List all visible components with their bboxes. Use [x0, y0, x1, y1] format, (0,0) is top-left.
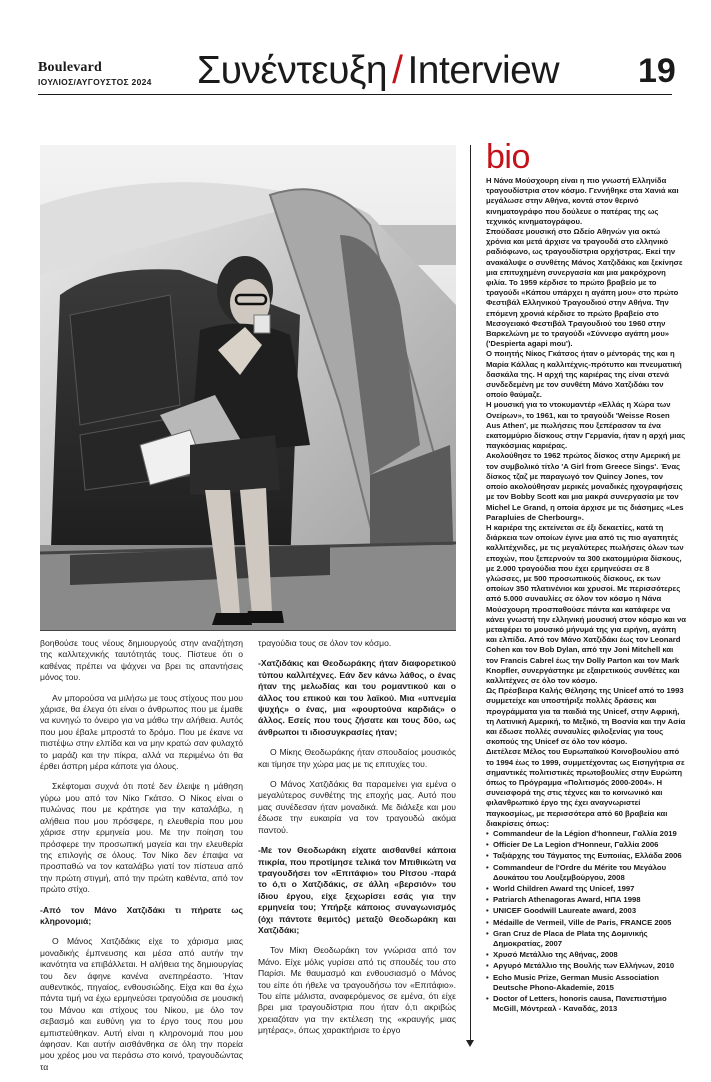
bio-paragraph: Διετέλεσε Μέλος του Ευρωπαϊκού Κοινοβουλίου από το 1994 έως το 1999, συμμετέχοντας ως Εισηγήτρια σε σημαντικές πολιτιστικές πρωτοβουλίες στην Ευρώπη όπως το Πρόγραμμα «Πολιτισμός 2000-2004». Η συνεισφορά της στις τέχνες και το κοινωνικό και φιλανθρωπικό έργο της έχει αναγνωριστεί παγκοσμίως, με περισσότερα από 60 βραβεία και διακρίσεις όπως:: [486, 747, 685, 828]
article-paragraph: Αν μπορούσα να μιλήσω με τους στίχους που μου χάρισε, θα έλεγα ότι είναι ο άνθρωπος που με έμαθε να κυνηγώ το όνειρο για να μάθω την αλήθεια. Αυτός που μου έβαλε μπροστά το δρόμο. Που με έκανε να πιστέψω στην ελπίδα και να μην κρατώ σαν φυλαχτό το μαράζι και την πίκρα, αλλά να περιμένω ότι θα έρθει άσπρη μέρα κάποτε για όλους.: [40, 692, 243, 772]
award-item: • World Children Award της Unicef, 1997: [486, 884, 686, 894]
article-paragraph: Ο Μίκης Θεοδωράκης ήταν σπουδαίος μουσικός και τίμησε την χώρα μας με τις επιτυχίες του.: [258, 747, 456, 769]
award-item: • Médaille de Vermeil, Ville de Paris, FRANCE 2005: [486, 918, 686, 928]
award-item: • Commandeur de l'Ordre du Mérite του Μεγάλου Δουκάτου του Λουξεμβούργου, 2008: [486, 863, 686, 883]
article-paragraph: Ο Μάνος Χατζιδάκις θα παραμείνει για εμένα ο μεγαλύτερος συνθέτης της εποχής μας. Αυτό που μας συνέδεσαν ήταν μοναδικά. Με διάλεξε και μου έδωσε την ευκαιρία να τον τραγουδώ ακόμα παντού.: [258, 779, 456, 835]
award-item: • Officier De La Legion d'Honneur, Γαλλία 2006: [486, 840, 686, 850]
interview-question: -Με τον Θεοδωράκη είχατε αισθανθεί κάποια πικρία, που προτίμησε τελικά τον Μπιθικώτη να τραγουδήσει τον «Επιτάφιο» του Ρίτσου -παρά το ό,τι ο Χατζιδάκις, σε άλλη «βερσιόν» του ίδιου έργου, είχε ξεχωρίσει εσάς για την ερμηνεία του; Υπήρξε κάποιος συναγωνισμός (όχι πάντοτε θεμιτός) μεταξύ Θεοδωράκη και Χατζιδάκι;: [258, 845, 456, 935]
bio-paragraph: Η Νάνα Μούσχουρη είναι η πιο γνωστή Ελληνίδα τραγουδίστρια στον κόσμο. Γεννήθηκε στα Χανιά και μεγάλωσε στην Αθήνα, κοντά στον θερινό κινηματογράφο που δούλευε ο πατέρας της ως τεχνικός κινηματογράφου.: [486, 176, 679, 226]
bio-paragraph: Η καριέρα της εκτείνεται σε έξι δεκαετίες, κατά τη διάρκεια των οποίων έγινε μια από τις πιο αγαπητές καλλιτέχνιδες, με τις μεγαλύτερες πωλήσεις όλων των εποχών, που ξεπερνούν τα 300 εκατομμύρια δίσκους, με 2.000 τραγούδια που έχει ερμηνεύσει σε 8 γλώσσες, με 500 προσωπικούς δίσκους, εκ των οποίων 350 πλατινένιοι και χρυσοί. Με περισσότερες από 5.000 συναυλίες σε όλον τον κόσμο η Νάνα Μούσχουρη προσπαθούσε πάντα και κατάφερε να κάνει γνωστή την ελληνική μουσική στον κόσμο και να μεταφέρει το μουσικό μήνυμά της για ειρήνη, αγάπη και ελπίδα. Από τον Μάνο Χατζιδάκι έως τον Leonard Cohen και τον Bob Dylan, από την Joni Mitchell και τον Francis Cabrel έως την Dolly Parton και τον Mark Knopfler, συνεργάστηκε με εξαιρετικούς συνθέτες και καλλιτέχνες σε όλο τον κόσμο.: [486, 522, 687, 685]
award-item: • Doctor of Letters, honoris causa, Πανεπιστήμιο McGill, Μόντρεαλ - Καναδάς, 2013: [486, 994, 686, 1014]
article-paragraph: τραγούδια τους σε όλον τον κόσμο.: [258, 638, 392, 648]
award-item: • Gran Cruz de Placa de Plata της Δομινικής Δημοκρατίας, 2007: [486, 929, 686, 949]
award-item: • Ταξιάρχης του Τάγματος της Ευποιίας, Ελλάδα 2006: [486, 851, 686, 861]
article-paragraph: βοηθούσε τους νέους δημιουργούς στην αναζήτηση της καλλιτεχνικής ταυτότητάς τους. Πίστευε ότι ο καθένας πρέπει να ψάχνει να βρει τις απαντήσεις μόνος του.: [40, 638, 243, 683]
award-item: • Χρυσό Μετάλλιο της Αθήνας, 2008: [486, 950, 686, 960]
bio-paragraph: Ως Πρέσβειρα Καλής Θέλησης της Unicef από το 1993 συμμετείχε και υποστήριξε πολλές δράσεις και προγράμματα για τα παιδιά της Unicef, στην Αφρική, τη Λατινική Αμερική, το Μεξικό, τη Βοσνία και την Ασία και έδωσε πολλές συναυλίες φιλοξενίας για τους σκοπούς της Unicef σε όλο τον κόσμο.: [486, 686, 686, 747]
bio-paragraph: Η μουσική για το ντοκυμαντέρ «Ελλάς η Χώρα των Ονείρων», το 1961, και το τραγούδι 'Weisse Rosen Aus Athen', με πωλήσεις που ξεπέρασαν τα ένα εκατομμύριο δίσκους στην Γερμανία, ήταν η αρχή μιας παγκόσμιας καριέρας.: [486, 400, 686, 451]
section-title-english: Interview: [407, 49, 560, 92]
award-item: • Commandeur de la Légion d'honneur, Γαλλία 2019: [486, 829, 686, 839]
page-number: 19: [638, 52, 676, 90]
awards-list: [486, 829, 686, 1014]
award-item: • Patriarch Athenagoras Award, ΗΠΑ 1998: [486, 895, 686, 905]
article-paragraph: Σκέφτομαι συχνά ότι ποτέ δεν έλειψε η μάθηση γύρω μου από τον Νίκο Γκάτσο. Ο Νίκος είναι ο πυλώνας που με κράτησε για την καταλάβω, η αλήθεια που μου πρόσφερε, η ελευθερία που μου χάρισε στην ερμηνεία μου. Με την ποίηση του πρόσφερε την προσωπική μαγεία και την ελευθερία της επιλογής σε όλους. Τον Νίκο δεν έπαψα να προσπαθώ να τον καταλάβω γιατί τον πίστευα από την πρώτη στιγμή, από την πρώτη καθέντα, από τον πρώτο στίχο.: [40, 781, 243, 895]
bio-column: [486, 176, 686, 1015]
section-title-greek: Συνέντευξη: [197, 49, 388, 92]
issue-date: ΙΟΥΛΙΟΣ/ΑΥΓΟΥΣΤΟΣ 2024: [38, 77, 152, 87]
section-title-slash: /: [392, 49, 403, 92]
header-rule: [38, 94, 672, 95]
award-item: • UNICEF Goodwill Laureate award, 2003: [486, 906, 686, 916]
article-paragraph: Τον Μίκη Θεοδωράκη τον γνώρισα από τον Μάνο. Είχε μόλις γυρίσει από τις σπουδές του στο Παρίσι. Με θαυμασμό και ενθουσιασμό ο Μάνος του είπε ότι ήθελε να τραγουδήσω τον «Επιτάφιο». Του είπε μάλιστα, αναφερόμενος σε εμένα, ότι είχε βρει μια τραγουδίστρια που ήταν ό,τι ακριβώς χρειαζόταν για την εκτέλεση της «κραυγής μιας μητέρας», όπως χαρακτήρισε το έργο: [258, 945, 456, 1036]
bio-paragraphs: [486, 176, 686, 829]
interview-question: -Από τον Μάνο Χατζιδάκι τι πήρατε ως κληρονομιά;: [40, 904, 243, 926]
magazine-brand: Boulevard: [38, 60, 103, 75]
article-column-middle: [258, 638, 456, 1046]
interview-photo: [40, 145, 456, 631]
continue-arrow-icon: [466, 1040, 474, 1047]
article-paragraph: Ο Μάνος Χατζιδάκις είχε το χάρισμα μιας μοναδικής έμπνευσης και μέσα από αυτήν την ικανότητα να επιβάλλεται. Η αλήθεια της δημιουργίας του δεν άφηνε κανένα ανεπηρέαστο. Ήταν αυθεντικός, πηγαίος, ενθουσιώδης. Είχα και θα έχω πάντα τιμή να έχω ερμηνεύσει τραγούδια σε μουσική του Μάνου και στίχους του Νίκου, με όλο τον σεβασμό και ευθύνη για το έργο τους που μου εμπιστεύθηκαν. Αυτή είναι η κληρονομιά που μου άφησαν. Και αυτήν αισθάνθηκα σε όλη την πορεία μου χρέος μου να περάσω στο κοινό, τραγουδώντας τα: [40, 936, 243, 1072]
section-title: [197, 49, 559, 93]
award-item: • Αργυρό Μετάλλιο της Βουλής των Ελλήνων, 2010: [486, 961, 686, 971]
bio-title: bio: [486, 138, 530, 176]
bio-paragraph: Σπούδασε μουσική στο Ωδείο Αθηνών για οκτώ χρόνια και μετά άρχισε να τραγουδά στο ελληνικό ραδιόφωνο, ως τραγουδίστρια ορχήστρας. Εκεί την ανακάλυψε ο συνθέτης Μάνος Χατζιδάκις και ξεκίνησε μια επιτυχημένη συνεργασία και μια μακρόχρονη φιλία. Το 1959 κέρδισε το πρώτο βραβείο με το τραγούδι «Κάπου υπάρχει η αγάπη μου» στο πρώτο Φεστιβάλ Ελληνικού Τραγουδιού στην Αθήνα. Την επόμενη χρονιά κέρδισε το πρώτο βραβείο στο Μεσογειακό Φεστιβάλ Τραγουδιού του 1960 στην Βαρκελώνη με το τραγούδι «Σύννεφο αγάπη μου» ('Despierta agapi mou').: [486, 227, 683, 349]
column-divider: [470, 145, 471, 1043]
interview-question: -Χατζιδάκις και Θεοδωράκης ήταν διαφορετικού τύπου καλλιτέχνες. Εάν δεν κάνω λάθος, ο ένας ήταν της μελωδίας και του ρομαντικού και ο άλλος του επικού και του λαϊκού. Μια «υπνεμία ψυχής» ο ένας, μια «φουρτούνα καρδιάς» ο άλλος. Εσείς που τους ζήσατε και τους δύο, ως άνθρωποι τι ιδιοσυγκρασίες ήταν;: [258, 658, 456, 737]
award-item: • Echo Music Prize, German Music Association Deutsche Phono-Akademie, 2015: [486, 973, 686, 993]
bio-paragraph: Ακολούθησε το 1962 πρώτος δίσκος στην Αμερική με τον συμβολικό τίτλο 'A Girl from Greece Sings'. Ένας δίσκος τζαζ με παραγωγό τον Quincy Jones, τον οποίο ακολούθησαν μερικές μοναδικές ηχογραφήσεις με τον Bobby Scott και μια μακρά συνεργασία με τον Michel Le Grand, η οποία άρχισε με τις διάσημες «Les Parapluies de Cherbourg».: [486, 451, 684, 522]
photo-illustration: [40, 145, 456, 631]
masthead: [0, 0, 711, 110]
article-column-left: [40, 638, 243, 1082]
bio-paragraph: Ο ποιητής Νίκος Γκάτσος ήταν ο μέντοράς της και η Μαρία Κάλλας η καλλιτέχνις-πρότυπο και πνευματική δασκάλα της. Η αρχή της καριέρας της είναι στενά συνδεδεμένη με τον συνθέτη Μάνο Χατζιδάκι τον οποίο θαύμαζε.: [486, 349, 682, 400]
